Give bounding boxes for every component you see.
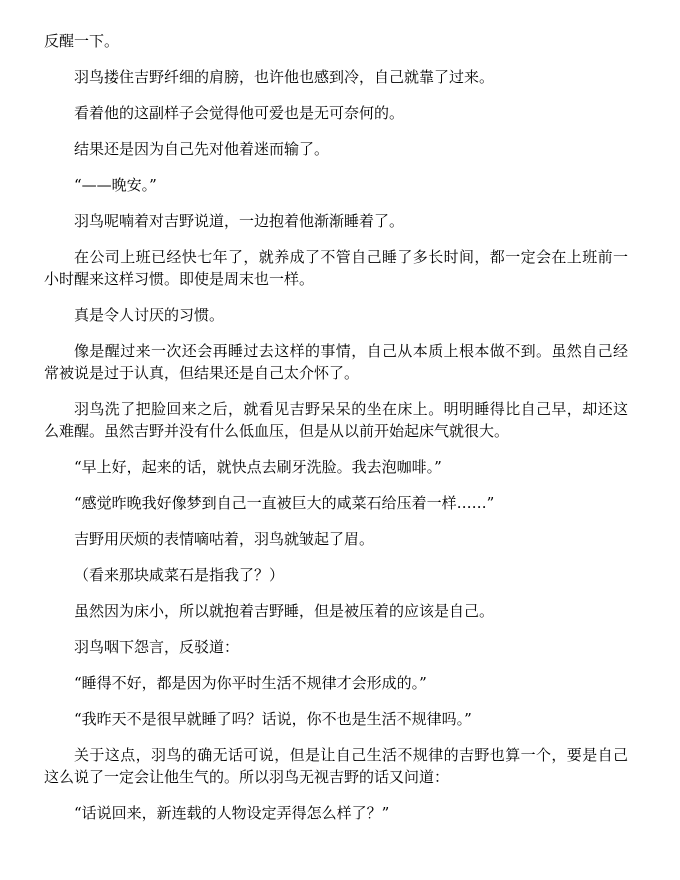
paragraph: “话说回来，新连载的人物设定弄得怎么样了？” <box>74 804 390 822</box>
paragraph: 真是令人讨厌的习惯。 <box>74 306 225 324</box>
paragraph: 羽鸟呢喃着对吉野说道，一边抱着他渐渐睡着了。 <box>74 212 405 230</box>
paragraph: 看着他的这副样子会觉得他可爱也是无可奈何的。 <box>74 104 405 122</box>
paragraph: “感觉昨晚我好像梦到自己一直被巨大的咸菜石给压着一样……” <box>74 494 495 512</box>
paragraph: “我昨天不是很早就睡了吗？话说，你不也是生活不规律吗。” <box>74 710 472 728</box>
paragraph: 虽然因为床小，所以就抱着吉野睡，但是被压着的应该是自己。 <box>74 602 495 620</box>
paragraph: “——晚安。” <box>74 176 157 194</box>
paragraph: 羽鸟咽下怨言，反驳道： <box>74 638 240 656</box>
paragraph: 关于这点，羽鸟的确无话可说，但是让自己生活不规律的吉野也算一个，要是自己这么说了一定会让他生气的。所以羽鸟无视吉野的话又问道： <box>44 746 628 786</box>
paragraph: 像是醒过来一次还会再睡过去这样的事情，自己从本质上根本做不到。虽然自己经常被说是过于认真，但结果还是自己太介怀了。 <box>44 342 628 382</box>
paragraph: 吉野用厌烦的表情嘀咕着，羽鸟就皱起了眉。 <box>74 530 375 548</box>
paragraph: 结果还是因为自己先对他着迷而输了。 <box>74 140 330 158</box>
paragraph: “早上好，起来的话，就快点去刷牙洗脸。我去泡咖啡。” <box>74 458 442 476</box>
paragraph: 在公司上班已经快七年了，就养成了不管自己睡了多长时间，都一定会在上班前一小时醒来这样习惯。即使是周末也一样。 <box>44 248 628 288</box>
paragraph: 羽鸟搂住吉野纤细的肩膀，也许他也感到冷，自己就靠了过来。 <box>74 68 495 86</box>
paragraph: “睡得不好，都是因为你平时生活不规律才会形成的。” <box>74 674 427 692</box>
paragraph: （看来那块咸菜石是指我了？） <box>74 566 285 584</box>
paragraph: 羽鸟洗了把脸回来之后，就看见吉野呆呆的坐在床上。明明睡得比自己早，却还这么难醒。虽然吉野并没有什么低血压，但是从以前开始起床气就很大。 <box>44 400 628 440</box>
paragraph: 反醒一下。 <box>44 32 120 50</box>
